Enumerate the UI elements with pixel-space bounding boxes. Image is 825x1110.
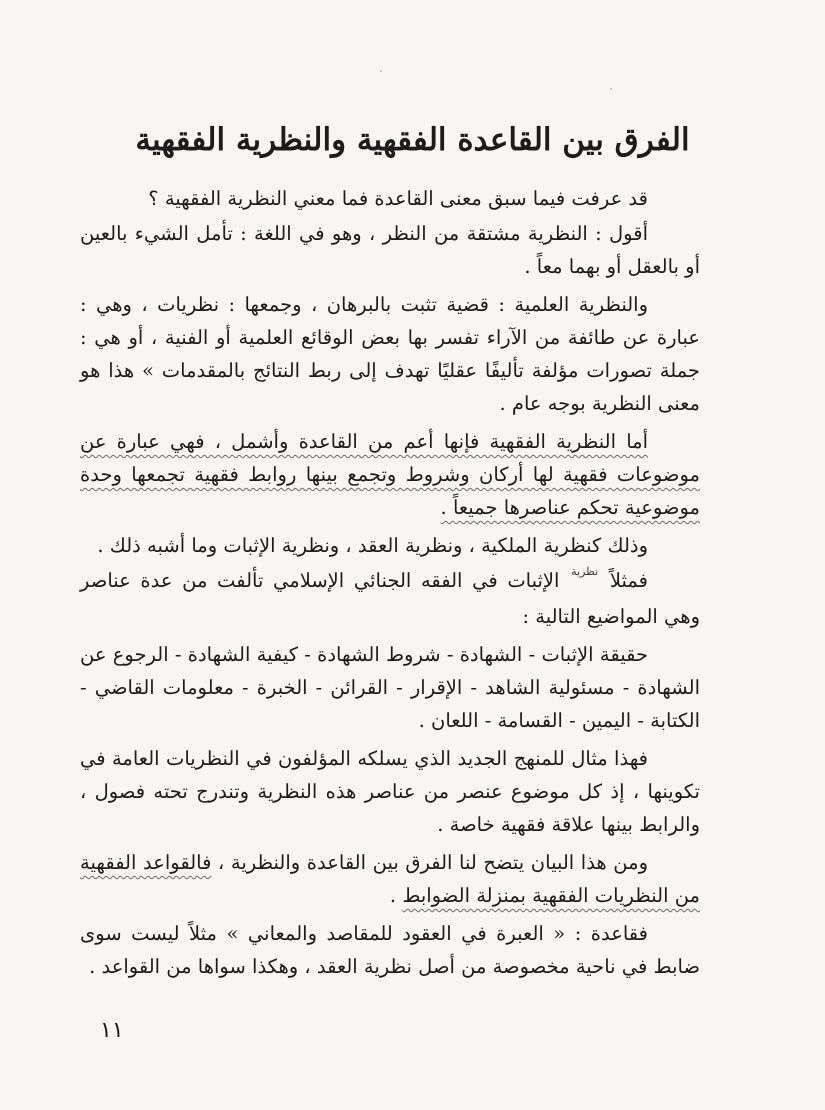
handwritten-note: نظرية [571,565,599,578]
paragraph: فقاعدة : « العبرة في العقود للمقاصد والمعاني » مثلاً ليست سوى ضابط في ناحية مخصوصة من أصل نظرية العقد ، وهكذا سواها من القواعد . [80,922,700,978]
page-number: ١١ [100,1018,124,1043]
paragraph: فهذا مثال للمنهج الجديد الذي يسلكه المؤلفون في النظريات العامة في تكوينها ، إذ كل موضوع عنصر من عناصر هذه النظرية وتندرج تحته فصول ، والرابط بينها علاقة فقهية خاصة . [80,747,700,836]
page-title: الفرق بين القاعدة الفقهية والنظرية الفقهية [135,122,690,158]
paragraph-part: الإثبات في الفقه الجنائي الإسلامي تألفت من عدة عناصر وهي المواضيع التالية : [80,569,700,628]
scan-speck [610,88,612,90]
underlined-paragraph: أما النظرية الفقهية فإنها أعم من القاعدة وأشمل ، فهي عبارة عن موضوعات فقهية لها أركان وشروط وتجمع بينها روابط فقهية تجمعها وحدة موضوعية تحكم عناصرها جميعاً . [80,430,700,519]
paragraph: حقيقة الإثبات - الشهادة - شروط الشهادة - كيفية الشهادة - الرجوع عن الشهادة - مسئولية الشاهد - الإقرار - القرائن - الخبرة - معلومات القاضي - الكتابة - اليمين - القسامة - اللعان . [80,643,700,732]
paragraph: أقول : النظرية مشتقة من النظر ، وهو في اللغة : تأمل الشيء بالعين أو بالعقل أو بهما معاً . [80,222,700,278]
paragraph: والنظرية العلمية : قضية تثبت بالبرهان ، وجمعها : نظريات ، وهي : عبارة عن طائفة من الآراء تفسر بها بعض الوقائع العلمية أو الفنية ، أو هي : جملة تصورات مؤلفة تأليفًا عقليًا تهدف إلى ربط النتائج بالمقدمات » هذا هو معنى النظرية بوجه عام . [80,293,700,415]
paragraph [80,564,700,633]
body-text [80,182,700,988]
scan-speck [380,70,382,72]
paragraph: قد عرفت فيما سبق معنى القاعدة فما معني النظرية الفقهية ؟ [148,187,648,210]
paragraph [80,846,700,912]
underlined-text: فالقواعد الفقهية من النظريات الفقهية بمنزلة الضوابط [80,851,700,907]
paragraph-part: ومن هذا البيان يتضح لنا الفرق بين القاعدة والنظرية ، [218,851,649,874]
paragraph-part: . [389,884,403,907]
paragraph-part: فمثلاً [609,569,649,592]
paragraph: وذلك كنظرية الملكية ، ونظرية العقد ، ونظرية الإثبات وما أشبه ذلك . [97,534,648,557]
